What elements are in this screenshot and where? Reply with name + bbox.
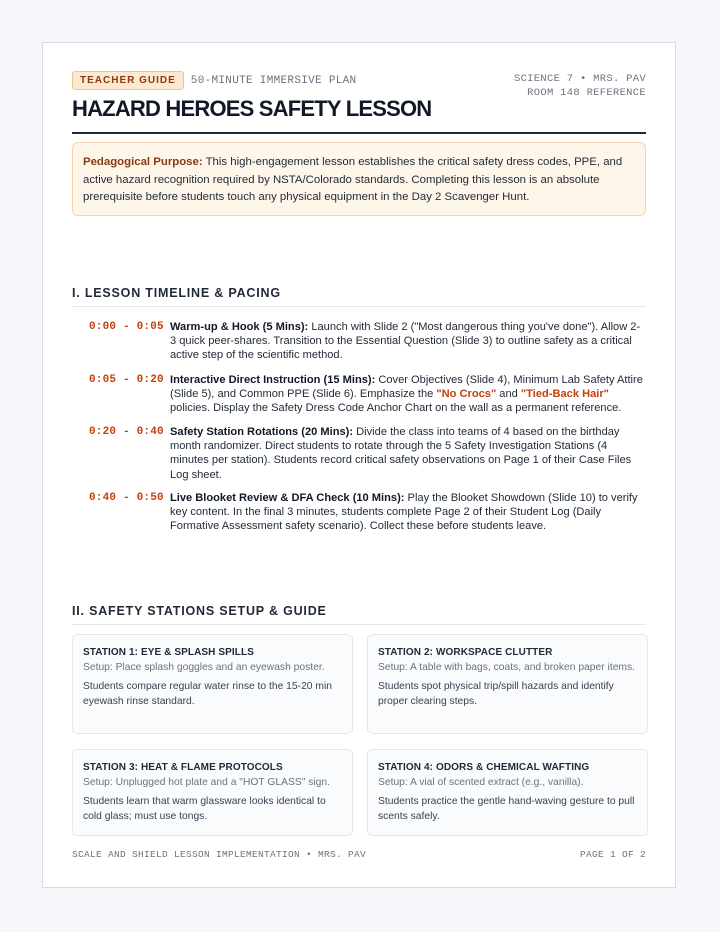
station-setup: Setup: A table with bags, coats, and broken paper items. (378, 662, 636, 673)
timeline-section-title: I. LESSON TIMELINE & PACING (72, 286, 646, 307)
timeline-desc: policies. Display the Safety Dress Code Anchor Chart on the wall as a permanent reference. (170, 402, 622, 415)
header-meta (514, 72, 646, 100)
page-number: PAGE 1 OF 2 (579, 849, 646, 860)
purpose-label: Pedagogical Purpose: (83, 156, 203, 168)
page-content (72, 43, 646, 887)
timeline-desc: Launch with Slide 2 ("Most dangerous thing you've done"). Allow 2-3 quick peer-shares. Transition to the Essential Question (Slide 3) to outline safety as a critical active step of the scientific method. (170, 321, 641, 362)
page-header (72, 70, 646, 134)
timeline-time: 0:20 - 0:40 (89, 426, 164, 438)
timeline-label: Warm-up & Hook (5 Mins): (170, 321, 309, 333)
timeline-desc: Cover Objectives (Slide 4), Minimum Lab Safety Attire (Slide 5), and Common PPE (Slide 6). Emphasize the (170, 374, 643, 401)
station-desc: Students compare regular water rinse to the 15-20 min eyewash rinse standard. (83, 680, 332, 707)
purpose-text: This high-engagement lesson establishes the critical safety dress codes, PPE, and active hazard recognition required by NSTA/Colorado standards. Completing this lesson is an absolute prerequisite before students touch any physical equipment in the Day 2 Scavenger Hunt. (83, 156, 623, 203)
timeline-text (170, 320, 646, 363)
header-tag-row (72, 71, 356, 90)
footer-left: SCALE AND SHIELD LESSON IMPLEMENTATION • MRS. PAV (72, 849, 367, 860)
station-desc: Students spot physical trip/spill hazards and identify proper clearing steps. (378, 680, 614, 707)
timeline-desc: Divide the class into teams of 4 based on the birthday month randomizer. Direct students to rotate through the 5 Safety Investigation Stations (4 minutes per station). Students record critical safety observations on Page 1 of their Case Files Log sheet. (170, 426, 632, 481)
plan-label: 50-MINUTE IMMERSIVE PLAN (190, 74, 357, 87)
timeline-label: Safety Station Rotations (20 Mins): (170, 426, 354, 438)
station-card (367, 749, 648, 836)
timeline-label: Interactive Direct Instruction (15 Mins): (170, 374, 376, 386)
timeline-label: Live Blooket Review & DFA Check (10 Mins): (170, 492, 405, 504)
station-desc: Students learn that warm glassware looks identical to cold glass; must use tongs. (83, 795, 326, 822)
station-desc: Students practice the gentle hand-waving gesture to pull scents safely. (378, 795, 635, 822)
timeline-time: 0:00 - 0:05 (89, 321, 164, 333)
station-title: STATION 1: EYE & SPLASH SPILLS (83, 647, 254, 658)
station-title: STATION 2: WORKSPACE CLUTTER (378, 647, 553, 658)
highlight-tied-back-hair: "Tied-Back Hair" (520, 388, 609, 401)
timeline-time: 0:40 - 0:50 (89, 492, 164, 504)
timeline-text (170, 425, 646, 482)
page-title: HAZARD HEROES SAFETY LESSON (72, 96, 432, 121)
station-setup: Setup: Unplugged hot plate and a "HOT GLASS" sign. (83, 777, 330, 788)
teacher-guide-badge: TEACHER GUIDE (72, 71, 184, 90)
station-card (367, 634, 648, 734)
meta-room: ROOM 148 REFERENCE (527, 87, 646, 99)
page-footer (72, 849, 646, 860)
purpose-callout (72, 142, 646, 216)
meta-class: SCIENCE 7 • MRS. PAV (513, 73, 646, 85)
timeline-desc: Play the Blooket Showdown (Slide 10) to verify key content. In the final 3 minutes, students complete Page 2 of their Student Log (Daily Formative Assessment safety scenario). Collect these before students leave. (170, 492, 638, 533)
header-divider (72, 132, 646, 134)
stations-section-title: II. SAFETY STATIONS SETUP & GUIDE (72, 604, 646, 625)
timeline-desc: and (496, 388, 521, 401)
station-card (72, 634, 353, 734)
timeline-time: 0:05 - 0:20 (89, 374, 164, 386)
station-setup: Setup: Place splash goggles and an eyewash poster. (83, 662, 325, 673)
highlight-no-crocs: "No Crocs" (436, 388, 497, 401)
station-title: STATION 3: HEAT & FLAME PROTOCOLS (83, 762, 283, 773)
station-title: STATION 4: ODORS & CHEMICAL WAFTING (378, 762, 590, 773)
document-page (42, 42, 676, 888)
timeline-text (170, 373, 646, 416)
station-card (72, 749, 353, 836)
station-setup: Setup: A vial of scented extract (e.g., vanilla). (378, 777, 584, 788)
timeline-text (170, 491, 646, 534)
